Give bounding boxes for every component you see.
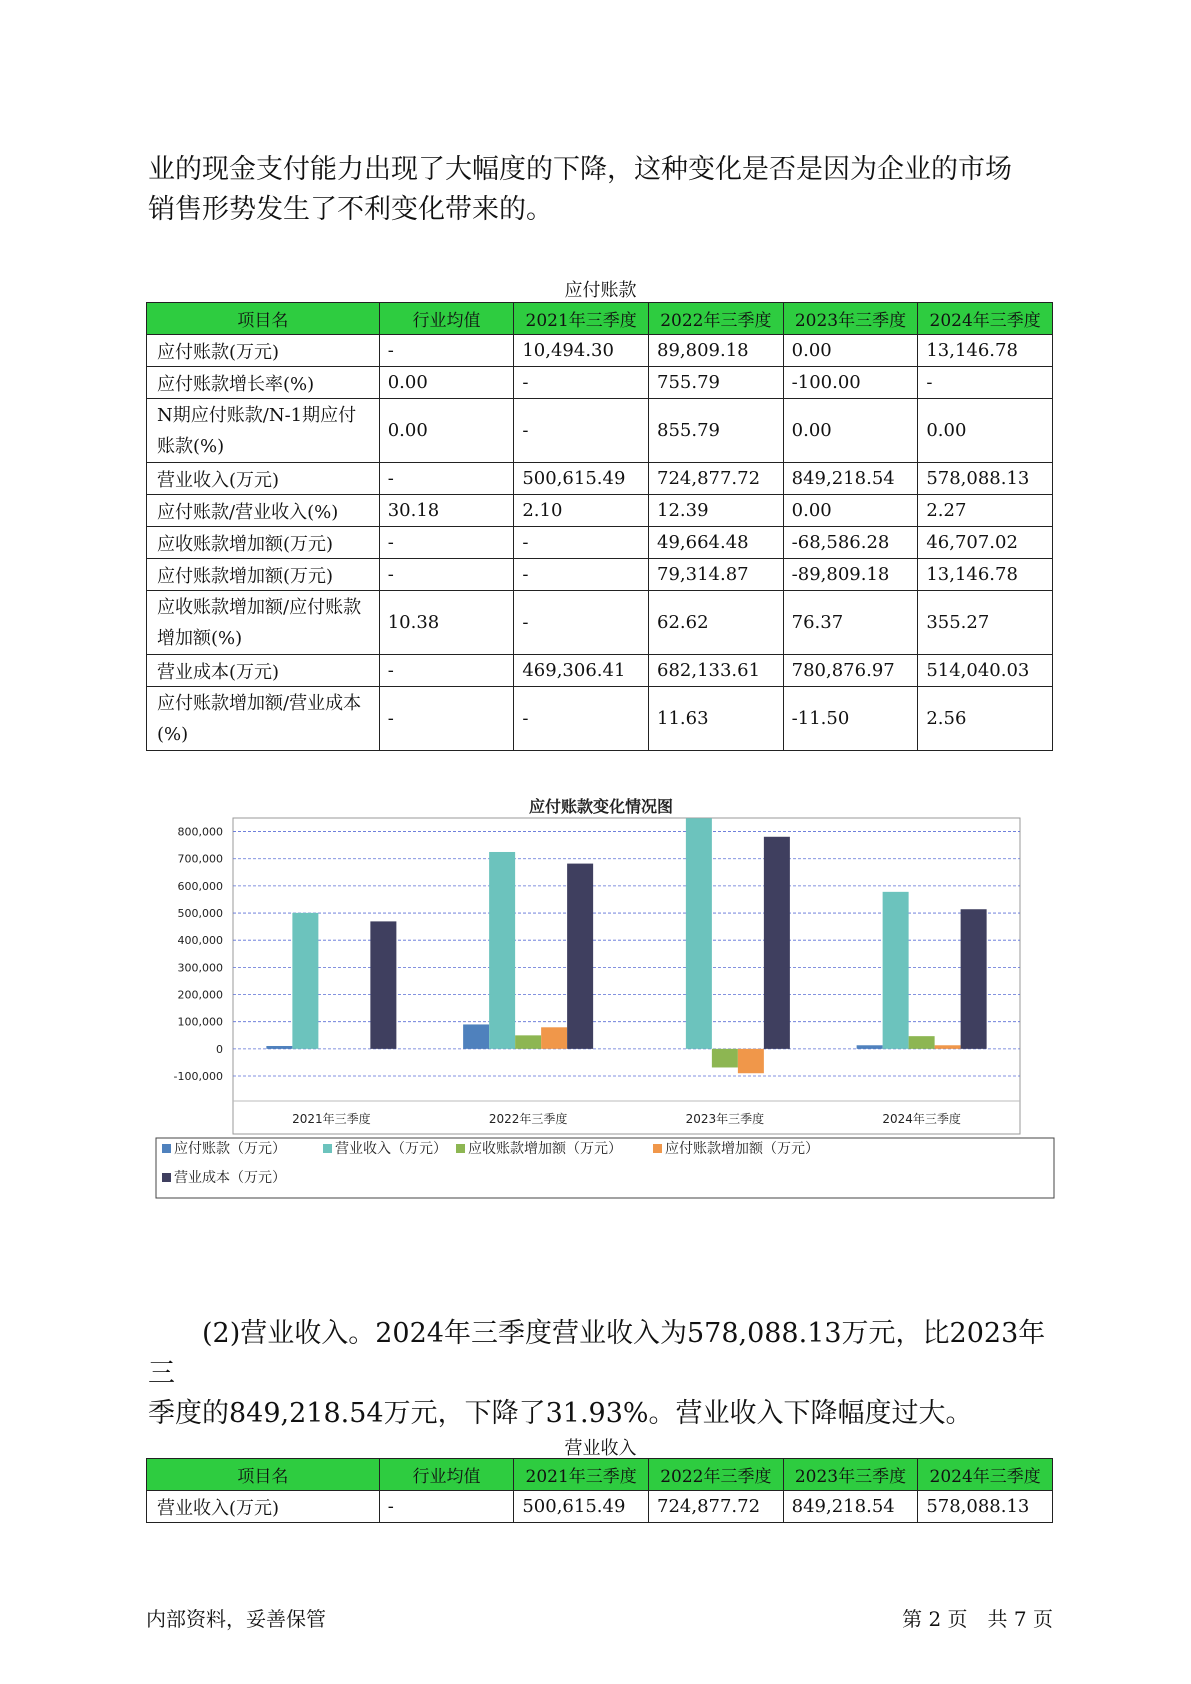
value-cell: 855.79 (649, 399, 784, 463)
paragraph-line: 销售形势发生了不利变化带来的。 (148, 194, 553, 225)
bar-4-0 (370, 921, 396, 1048)
legend-swatch (162, 1144, 171, 1153)
value-cell: - (514, 591, 649, 655)
value-cell: 46,707.02 (918, 527, 1053, 559)
paragraph-line: 季度的849,218.54万元，下降了31.93%。营业收入下降幅度过大。 (148, 1398, 973, 1429)
value-cell: 578,088.13 (918, 463, 1053, 495)
legend-label: 应付账款增加额（万元） (665, 1141, 819, 1157)
bar-4-2 (764, 837, 790, 1049)
bar-4-1 (567, 864, 593, 1049)
value-cell: 514,040.03 (918, 655, 1053, 687)
value-cell: 2.56 (918, 687, 1053, 751)
row-label-cell: 营业成本(万元) (147, 655, 380, 687)
table-row (147, 527, 1053, 559)
y-tick-label: -100,000 (173, 1070, 223, 1083)
legend-swatch (653, 1144, 662, 1153)
row-label-cell: 应付账款/营业收入(%) (147, 495, 380, 527)
y-tick-label: 800,000 (177, 825, 223, 839)
bar-2-2 (712, 1049, 738, 1068)
header-cell: 行业均值 (379, 303, 514, 335)
value-cell: 79,314.87 (649, 559, 784, 591)
value-cell: - (918, 367, 1053, 399)
table-row (147, 655, 1053, 687)
y-tick-label: 700,000 (177, 852, 223, 866)
footer-page-number: 第 2 页 共 7 页 (902, 1607, 1053, 1631)
value-cell: - (379, 655, 514, 687)
table-row (147, 1491, 1053, 1523)
header-cell: 2021年三季度 (514, 1459, 649, 1491)
value-cell: 0.00 (783, 399, 918, 463)
payables-change-chart (146, 797, 1056, 1264)
header-cell: 2024年三季度 (918, 303, 1053, 335)
value-cell: 849,218.54 (783, 463, 918, 495)
header-cell: 2024年三季度 (918, 1459, 1053, 1491)
bar-3-1 (541, 1027, 567, 1049)
y-tick-label: 100,000 (177, 1015, 223, 1029)
value-cell: 13,146.78 (918, 559, 1053, 591)
table-row (147, 687, 1053, 751)
table-caption-revenue: 营业收入 (564, 1438, 637, 1459)
table-row (147, 367, 1053, 399)
y-tick-label: 500,000 (177, 907, 223, 921)
value-cell: - (379, 687, 514, 751)
row-label-cell: 应付账款增加额/营业成本(%) (147, 687, 380, 751)
bar-0-3 (857, 1045, 883, 1049)
value-cell: -11.50 (783, 687, 918, 751)
bar-2-3 (909, 1036, 935, 1049)
value-cell: 755.79 (649, 367, 784, 399)
header-cell: 行业均值 (379, 1459, 514, 1491)
value-cell: 0.00 (379, 367, 514, 399)
value-cell: 12.39 (649, 495, 784, 527)
value-cell: - (514, 687, 649, 751)
header-cell: 2022年三季度 (649, 303, 784, 335)
bar-3-3 (935, 1045, 961, 1049)
value-cell: 578,088.13 (918, 1491, 1053, 1523)
bar-1-0 (292, 913, 318, 1049)
y-tick-label: 300,000 (177, 961, 223, 975)
value-cell: 355.27 (918, 591, 1053, 655)
bar-1-1 (489, 852, 515, 1049)
table-row (147, 559, 1053, 591)
value-cell: 89,809.18 (649, 335, 784, 367)
value-cell: 849,218.54 (783, 1491, 918, 1523)
value-cell: 0.00 (918, 399, 1053, 463)
value-cell: 30.18 (379, 495, 514, 527)
value-cell: 500,615.49 (514, 1491, 649, 1523)
header-cell: 2023年三季度 (783, 303, 918, 335)
header-cell: 项目名 (147, 303, 380, 335)
row-label-cell: 应收账款增加额(万元) (147, 527, 380, 559)
table-header-row (147, 303, 1053, 335)
y-tick-label: 400,000 (177, 934, 223, 948)
value-cell: - (379, 463, 514, 495)
value-cell: 11.63 (649, 687, 784, 751)
value-cell: 10.38 (379, 591, 514, 655)
value-cell: 469,306.41 (514, 655, 649, 687)
x-category-label: 2021年三季度 (292, 1112, 371, 1126)
value-cell: 500,615.49 (514, 463, 649, 495)
value-cell: 49,664.48 (649, 527, 784, 559)
legend-label: 应收账款增加额（万元） (468, 1141, 622, 1157)
value-cell: - (514, 527, 649, 559)
value-cell: 13,146.78 (918, 335, 1053, 367)
value-cell: - (379, 527, 514, 559)
legend-swatch (162, 1173, 171, 1182)
value-cell: 76.37 (783, 591, 918, 655)
value-cell: 682,133.61 (649, 655, 784, 687)
value-cell: -100.00 (783, 367, 918, 399)
value-cell: - (514, 367, 649, 399)
value-cell: - (379, 559, 514, 591)
bar-4-3 (961, 909, 987, 1049)
table-caption-payables: 应付账款 (564, 280, 637, 301)
paragraph-revenue (148, 1314, 1053, 1434)
value-cell: - (379, 335, 514, 367)
table-row (147, 463, 1053, 495)
footer-confidential-note: 内部资料，妥善保管 (146, 1607, 326, 1631)
value-cell: - (514, 399, 649, 463)
value-cell: 62.62 (649, 591, 784, 655)
legend-swatch (456, 1144, 465, 1153)
legend-label: 营业收入（万元） (335, 1141, 447, 1157)
paragraph-line: (2)营业收入。2024年三季度营业收入为578,088.13万元，比2023年三 (148, 1318, 1046, 1389)
legend-label: 营业成本（万元） (174, 1170, 286, 1186)
value-cell: - (379, 1491, 514, 1523)
bar-0-0 (266, 1046, 292, 1049)
row-label-cell: 应付账款增长率(%) (147, 367, 380, 399)
value-cell: 0.00 (783, 335, 918, 367)
bar-0-1 (463, 1024, 489, 1048)
bar-1-2 (686, 818, 712, 1049)
bar-3-2 (738, 1049, 764, 1073)
row-label-cell: 营业收入(万元) (147, 1491, 380, 1523)
paragraph-line: 业的现金支付能力出现了大幅度的下降，这种变化是否是因为企业的市场 (148, 154, 1012, 185)
x-category-label: 2023年三季度 (685, 1112, 765, 1126)
x-category-label: 2022年三季度 (488, 1112, 568, 1126)
value-cell: 780,876.97 (783, 655, 918, 687)
value-cell: - (514, 559, 649, 591)
table-row (147, 335, 1053, 367)
row-label-cell: 应收账款增加额/应付账款增加额(%) (147, 591, 380, 655)
value-cell: 2.10 (514, 495, 649, 527)
legend-label: 应付账款（万元） (174, 1141, 286, 1157)
header-cell: 2021年三季度 (514, 303, 649, 335)
table-header-row (147, 1459, 1053, 1491)
value-cell: 724,877.72 (649, 1491, 784, 1523)
bar-1-3 (883, 892, 909, 1049)
value-cell: 0.00 (379, 399, 514, 463)
bar-2-1 (515, 1035, 541, 1048)
legend-swatch (323, 1144, 332, 1153)
paragraph-cash-payment (148, 150, 1053, 230)
table-row (147, 399, 1053, 463)
table-row (147, 591, 1053, 655)
value-cell: 10,494.30 (514, 335, 649, 367)
y-tick-label: 200,000 (177, 988, 223, 1002)
row-label-cell: 应付账款增加额(万元) (147, 559, 380, 591)
revenue-table (146, 1458, 1053, 1523)
y-tick-label: 0 (216, 1042, 223, 1056)
x-category-label: 2024年三季度 (882, 1112, 961, 1126)
row-label-cell: N期应付账款/N-1期应付账款(%) (147, 399, 380, 463)
value-cell: 0.00 (783, 495, 918, 527)
header-cell: 项目名 (147, 1459, 380, 1491)
payables-table (146, 302, 1053, 751)
header-cell: 2022年三季度 (649, 1459, 784, 1491)
row-label-cell: 营业收入(万元) (147, 463, 380, 495)
value-cell: 724,877.72 (649, 463, 784, 495)
chart-title: 应付账款变化情况图 (528, 797, 674, 816)
header-cell: 2023年三季度 (783, 1459, 918, 1491)
value-cell: 2.27 (918, 495, 1053, 527)
value-cell: -89,809.18 (783, 559, 918, 591)
row-label-cell: 应付账款(万元) (147, 335, 380, 367)
table-row (147, 495, 1053, 527)
y-tick-label: 600,000 (177, 879, 223, 893)
value-cell: -68,586.28 (783, 527, 918, 559)
